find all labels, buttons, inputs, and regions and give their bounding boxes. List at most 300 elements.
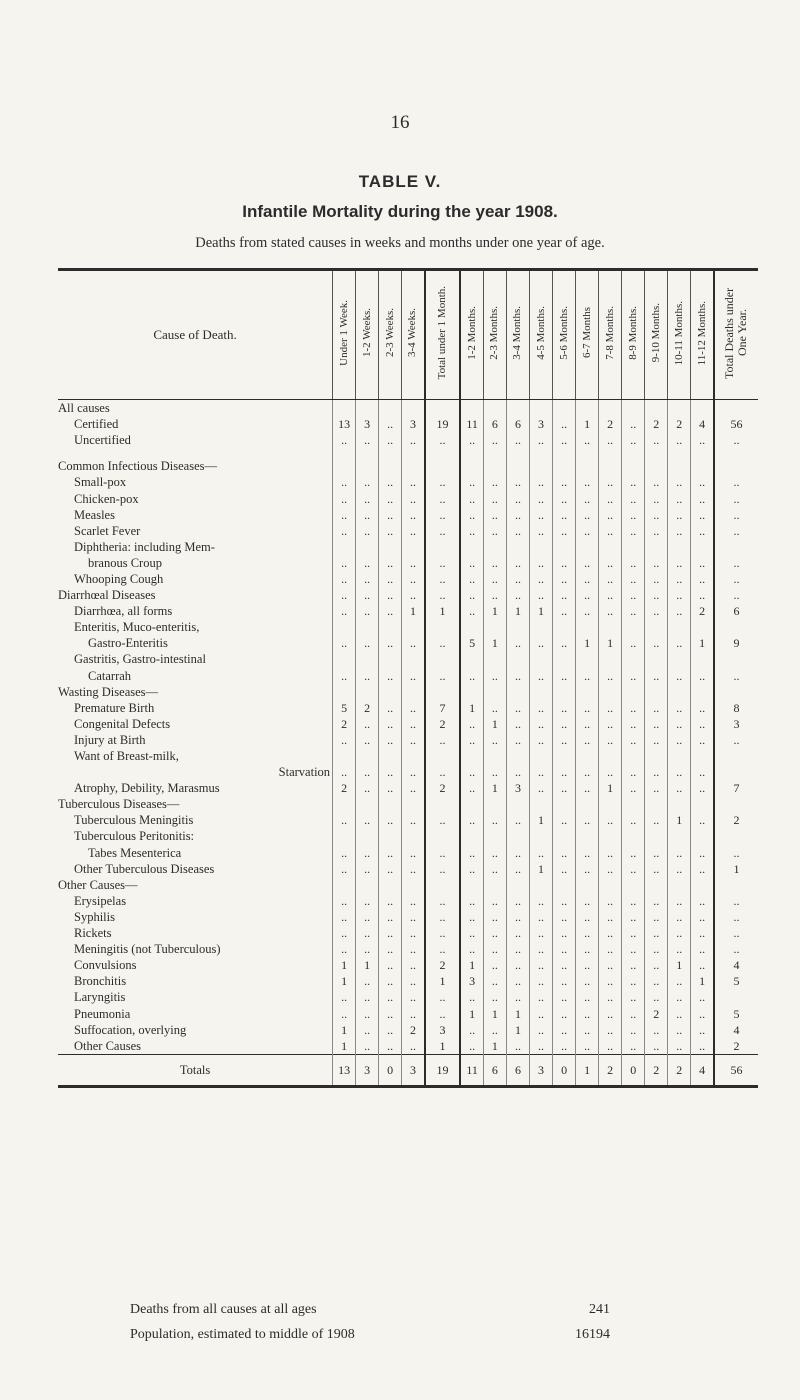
table-cell (356, 748, 379, 764)
table-cell (402, 400, 425, 417)
table-cell: .. (402, 845, 425, 861)
table-cell: 2 (333, 716, 356, 732)
table-cell (530, 448, 553, 458)
table-cell: .. (402, 957, 425, 973)
table-cell: .. (691, 780, 714, 796)
table-cell (622, 539, 645, 555)
cause-label: Tuberculous Peritonitis: (74, 829, 195, 844)
table-cell: .. (576, 861, 599, 877)
table-cell: .. (402, 973, 425, 989)
table-cell (599, 448, 622, 458)
table-cell (333, 796, 356, 812)
table-group-row (58, 877, 758, 893)
table-cell: .. (379, 523, 402, 539)
column-header: 9-10 Months. (645, 270, 668, 400)
table-cell (379, 748, 402, 764)
table-cell (425, 651, 461, 667)
table-cell: .. (460, 812, 483, 828)
table-cell (356, 448, 379, 458)
table-cell (356, 684, 379, 700)
table-cell: .. (576, 474, 599, 490)
table-cell: .. (402, 432, 425, 448)
table-cell: .. (530, 893, 553, 909)
table-cell (645, 448, 668, 458)
table-cell (460, 539, 483, 555)
table-body (58, 400, 758, 1087)
cause-label: Gastritis, Gastro-intestinal (74, 652, 206, 667)
table-cell (691, 448, 714, 458)
table-cell: .. (460, 1038, 483, 1055)
table-cell: 56 (714, 1054, 758, 1086)
table-cell (599, 877, 622, 893)
table-cell: 5 (714, 1005, 758, 1021)
table-cell: .. (356, 1005, 379, 1021)
table-cell: .. (356, 973, 379, 989)
table-cell (460, 651, 483, 667)
table-group-row (58, 828, 758, 844)
table-cell: .. (599, 523, 622, 539)
table-cell: .. (553, 1022, 576, 1038)
table-cell (483, 448, 506, 458)
table-cell: .. (333, 764, 356, 780)
table-cell: .. (668, 845, 691, 861)
cause-label: Other Causes (74, 1038, 141, 1053)
table-cell: .. (622, 490, 645, 506)
table-cell: .. (460, 941, 483, 957)
table-cell: .. (530, 571, 553, 587)
table-cell: .. (714, 555, 758, 571)
table-cell: .. (483, 700, 506, 716)
table-cell: 6 (714, 603, 758, 619)
table-cell (379, 539, 402, 555)
table-cell: 3 (356, 416, 379, 432)
table-cell: .. (333, 909, 356, 925)
table-cell: 1 (576, 1054, 599, 1086)
table-cell: .. (379, 571, 402, 587)
table-cell: 1 (333, 1022, 356, 1038)
table-cell: 19 (425, 1054, 461, 1086)
table-cell: .. (645, 732, 668, 748)
table-cell: 1 (483, 780, 506, 796)
table-cell: 2 (714, 1038, 758, 1055)
table-row (58, 732, 758, 748)
table-cell: .. (483, 432, 506, 448)
table-cell: .. (460, 732, 483, 748)
table-cell: 7 (714, 780, 758, 796)
table-cell (402, 796, 425, 812)
table-cell: .. (599, 603, 622, 619)
table-cell: .. (553, 861, 576, 877)
table-cell: .. (356, 925, 379, 941)
table-cell: .. (530, 1005, 553, 1021)
table-cell: .. (645, 523, 668, 539)
table-cell: .. (506, 523, 529, 539)
table-cell: .. (460, 490, 483, 506)
table-cell: .. (714, 490, 758, 506)
table-cell (714, 684, 758, 700)
table-cell: 1 (483, 716, 506, 732)
table-cell (333, 877, 356, 893)
table-cell: .. (402, 523, 425, 539)
table-cell: .. (553, 780, 576, 796)
table-cell: .. (483, 909, 506, 925)
table-cell: .. (356, 474, 379, 490)
table-cell: .. (599, 845, 622, 861)
table-row (58, 716, 758, 732)
table-group-row (58, 684, 758, 700)
table-cell: .. (483, 845, 506, 861)
table-cell: .. (576, 490, 599, 506)
table-cell: .. (379, 893, 402, 909)
table-cell: .. (402, 893, 425, 909)
table-cell: .. (622, 700, 645, 716)
table-cell: .. (622, 603, 645, 619)
table-cell: .. (576, 700, 599, 716)
table-cell: .. (576, 507, 599, 523)
cause-label: Tuberculous Meningitis (74, 813, 194, 828)
table-cell: .. (668, 941, 691, 957)
table-cell (553, 748, 576, 764)
cause-label: Scarlet Fever (74, 523, 141, 538)
table-cell (576, 684, 599, 700)
cause-label: Wasting Diseases— (58, 684, 159, 699)
table-cell (599, 828, 622, 844)
table-cell: .. (691, 700, 714, 716)
cause-label: Bronchitis (74, 974, 127, 989)
table-cell: .. (714, 909, 758, 925)
table-cell: .. (668, 523, 691, 539)
table-row (58, 490, 758, 506)
table-cell: .. (668, 635, 691, 651)
table-cell: 2 (714, 812, 758, 828)
table-cell: .. (356, 490, 379, 506)
table-cell: .. (379, 764, 402, 780)
table-cell: .. (379, 432, 402, 448)
table-cell: 2 (425, 716, 461, 732)
table-cell: .. (622, 973, 645, 989)
table-cell: .. (425, 1005, 461, 1021)
table-cell (668, 448, 691, 458)
table-cell (714, 458, 758, 474)
table-cell (714, 400, 758, 417)
table-cell (668, 828, 691, 844)
table-cell: 2 (645, 416, 668, 432)
table-row (58, 1038, 758, 1055)
table-cell: .. (714, 893, 758, 909)
column-header: 5-6 Months. (553, 270, 576, 400)
table-cell (402, 539, 425, 555)
table-cell (460, 684, 483, 700)
table-cell (460, 828, 483, 844)
table-cell: .. (553, 1005, 576, 1021)
table-cell (599, 748, 622, 764)
table-cell: .. (530, 474, 553, 490)
table-cell (356, 651, 379, 667)
table-cell (714, 989, 758, 1005)
table-cell (379, 458, 402, 474)
table-cell: .. (333, 635, 356, 651)
table-cell: .. (483, 989, 506, 1005)
table-cell: .. (599, 1038, 622, 1055)
table-cell: .. (333, 603, 356, 619)
table-row (58, 925, 758, 941)
table-cell: 3 (425, 1022, 461, 1038)
table-row (58, 893, 758, 909)
table-cell: .. (714, 668, 758, 684)
table-cell: .. (691, 474, 714, 490)
table-cell (622, 684, 645, 700)
table-cell: .. (691, 957, 714, 973)
table-cell (553, 458, 576, 474)
table-cell: 2 (668, 416, 691, 432)
table-cell (460, 458, 483, 474)
table-cell: .. (530, 909, 553, 925)
table-cell: .. (402, 941, 425, 957)
table-cell: .. (622, 1005, 645, 1021)
table-cell (425, 796, 461, 812)
table-cell (333, 828, 356, 844)
table-cell: .. (553, 732, 576, 748)
table-cell (576, 400, 599, 417)
table-cell (506, 448, 529, 458)
table-cell: .. (691, 989, 714, 1005)
table-cell: .. (645, 432, 668, 448)
table-cell: .. (576, 925, 599, 941)
table-cell: .. (599, 909, 622, 925)
table-cell (506, 748, 529, 764)
table-cell: 2 (645, 1054, 668, 1086)
table-cell: 3 (530, 416, 553, 432)
table-label: TABLE V. (358, 172, 442, 191)
cause-label: Other Causes— (58, 877, 138, 892)
table-cell: .. (460, 555, 483, 571)
table-cell: .. (622, 668, 645, 684)
table-cell (356, 828, 379, 844)
table-cell (333, 651, 356, 667)
table-cell (402, 448, 425, 458)
table-cell: .. (553, 571, 576, 587)
table-cell (668, 400, 691, 417)
table-cell: 1 (402, 603, 425, 619)
table-cell: .. (576, 764, 599, 780)
table-cell (506, 400, 529, 417)
table-cell: .. (333, 861, 356, 877)
table-cell: .. (622, 523, 645, 539)
table-cell (668, 877, 691, 893)
table-cell: .. (622, 1022, 645, 1038)
table-cell: .. (691, 1005, 714, 1021)
mortality-table (58, 268, 758, 1088)
table-cell: .. (622, 780, 645, 796)
table-cell: .. (333, 732, 356, 748)
deaths-all-ages-value: 241 (589, 1302, 610, 1317)
table-cell: .. (333, 507, 356, 523)
column-header: 2-3 Months. (483, 270, 506, 400)
table-cell (333, 684, 356, 700)
table-cell: .. (425, 989, 461, 1005)
cause-label: Premature Birth (74, 700, 155, 715)
table-cell (622, 619, 645, 635)
table-cell: .. (622, 555, 645, 571)
table-cell: .. (645, 989, 668, 1005)
table-cell: 1 (425, 1038, 461, 1055)
table-cell (714, 448, 758, 458)
table-cell (622, 796, 645, 812)
table-cell: .. (668, 571, 691, 587)
table-cell: .. (576, 973, 599, 989)
table-cell: .. (402, 587, 425, 603)
table-cell: .. (530, 845, 553, 861)
table-cell: .. (379, 587, 402, 603)
table-cell: .. (530, 587, 553, 603)
mortality-table-container (58, 268, 758, 1088)
table-cell: 1 (691, 635, 714, 651)
table-cell (553, 828, 576, 844)
table-cell: 1 (460, 1005, 483, 1021)
table-cell: .. (379, 941, 402, 957)
table-row (58, 507, 758, 523)
table-cell: .. (668, 587, 691, 603)
table-cell: .. (553, 587, 576, 603)
table-row (58, 973, 758, 989)
table-cell: .. (668, 716, 691, 732)
table-cell: .. (645, 474, 668, 490)
table-cell: .. (506, 973, 529, 989)
table-cell: .. (425, 571, 461, 587)
table-cell: .. (599, 507, 622, 523)
table-row (58, 523, 758, 539)
cause-label: Tuberculous Diseases— (58, 797, 180, 812)
table-spacer-row (58, 448, 758, 458)
table-cell: 2 (599, 416, 622, 432)
table-cell (576, 539, 599, 555)
cause-label: Laryngitis (74, 990, 126, 1005)
table-cell: .. (599, 490, 622, 506)
table-cell: .. (553, 764, 576, 780)
table-cell: .. (530, 925, 553, 941)
table-cell (379, 796, 402, 812)
table-cell: .. (530, 764, 553, 780)
table-cell (714, 796, 758, 812)
table-cell: .. (599, 732, 622, 748)
table-cell: 1 (714, 861, 758, 877)
table-cell: .. (553, 523, 576, 539)
table-cell: .. (645, 1038, 668, 1055)
table-cell: .. (425, 861, 461, 877)
cause-label: Diarrhœal Diseases (58, 588, 156, 603)
table-cell: .. (691, 732, 714, 748)
table-cell (599, 619, 622, 635)
table-cell: .. (379, 861, 402, 877)
table-cell: .. (506, 861, 529, 877)
table-cell: .. (714, 732, 758, 748)
table-cell: 1 (506, 1022, 529, 1038)
table-cell: .. (622, 941, 645, 957)
table-cell (599, 539, 622, 555)
column-header: 8-9 Months. (622, 270, 645, 400)
table-cell (483, 828, 506, 844)
table-cell: .. (576, 1005, 599, 1021)
table-cell: .. (356, 635, 379, 651)
table-cell: .. (530, 700, 553, 716)
table-cell (425, 458, 461, 474)
cause-label: Diarrhœa, all forms (74, 604, 173, 619)
table-group-row (58, 400, 758, 417)
table-cell: .. (333, 668, 356, 684)
table-cell (622, 651, 645, 667)
table-row (58, 1005, 758, 1021)
table-cell (530, 748, 553, 764)
table-cell: .. (460, 861, 483, 877)
cause-label: All causes (58, 401, 110, 416)
column-header: 10-11 Months. (668, 270, 691, 400)
table-cell: .. (530, 1038, 553, 1055)
table-cell: .. (483, 957, 506, 973)
column-header: 7-8 Months. (599, 270, 622, 400)
table-cell: .. (379, 668, 402, 684)
table-cell (645, 619, 668, 635)
table-cell (333, 400, 356, 417)
table-cell: .. (379, 973, 402, 989)
table-cell: 4 (691, 416, 714, 432)
table-group-row (58, 796, 758, 812)
table-cell: .. (333, 812, 356, 828)
cause-label: Injury at Birth (74, 732, 146, 747)
table-cell: .. (425, 474, 461, 490)
table-cell: .. (506, 989, 529, 1005)
table-cell: .. (714, 474, 758, 490)
table-cell: .. (460, 603, 483, 619)
table-cell: .. (668, 780, 691, 796)
table-cell (333, 748, 356, 764)
table-cell (645, 877, 668, 893)
table-cell: 6 (483, 416, 506, 432)
table-cell: .. (402, 490, 425, 506)
table-cell: .. (530, 941, 553, 957)
table-cell (483, 877, 506, 893)
table-cell: .. (599, 700, 622, 716)
table-cell: .. (530, 716, 553, 732)
table-cell: .. (576, 716, 599, 732)
column-header: Under 1 Week. (333, 270, 356, 400)
table-cell (553, 400, 576, 417)
table-cell (379, 651, 402, 667)
table-cell: .. (668, 603, 691, 619)
table-cell: .. (645, 603, 668, 619)
table-cell (691, 748, 714, 764)
table-cell: 1 (356, 957, 379, 973)
table-cell: .. (645, 668, 668, 684)
table-cell: .. (379, 957, 402, 973)
table-cell: .. (530, 635, 553, 651)
table-cell (691, 458, 714, 474)
table-cell: .. (691, 432, 714, 448)
table-cell: 4 (691, 1054, 714, 1086)
table-cell: 11 (460, 416, 483, 432)
table-cell (425, 400, 461, 417)
table-cell: .. (622, 587, 645, 603)
table-cell: .. (483, 925, 506, 941)
table-row (58, 668, 758, 684)
table-cell (599, 400, 622, 417)
table-cell: .. (714, 507, 758, 523)
table-cell: .. (356, 941, 379, 957)
table-cell: .. (425, 668, 461, 684)
table-cell: 1 (333, 973, 356, 989)
table-cell: 2 (691, 603, 714, 619)
table-cell (691, 539, 714, 555)
table-cell: .. (483, 861, 506, 877)
